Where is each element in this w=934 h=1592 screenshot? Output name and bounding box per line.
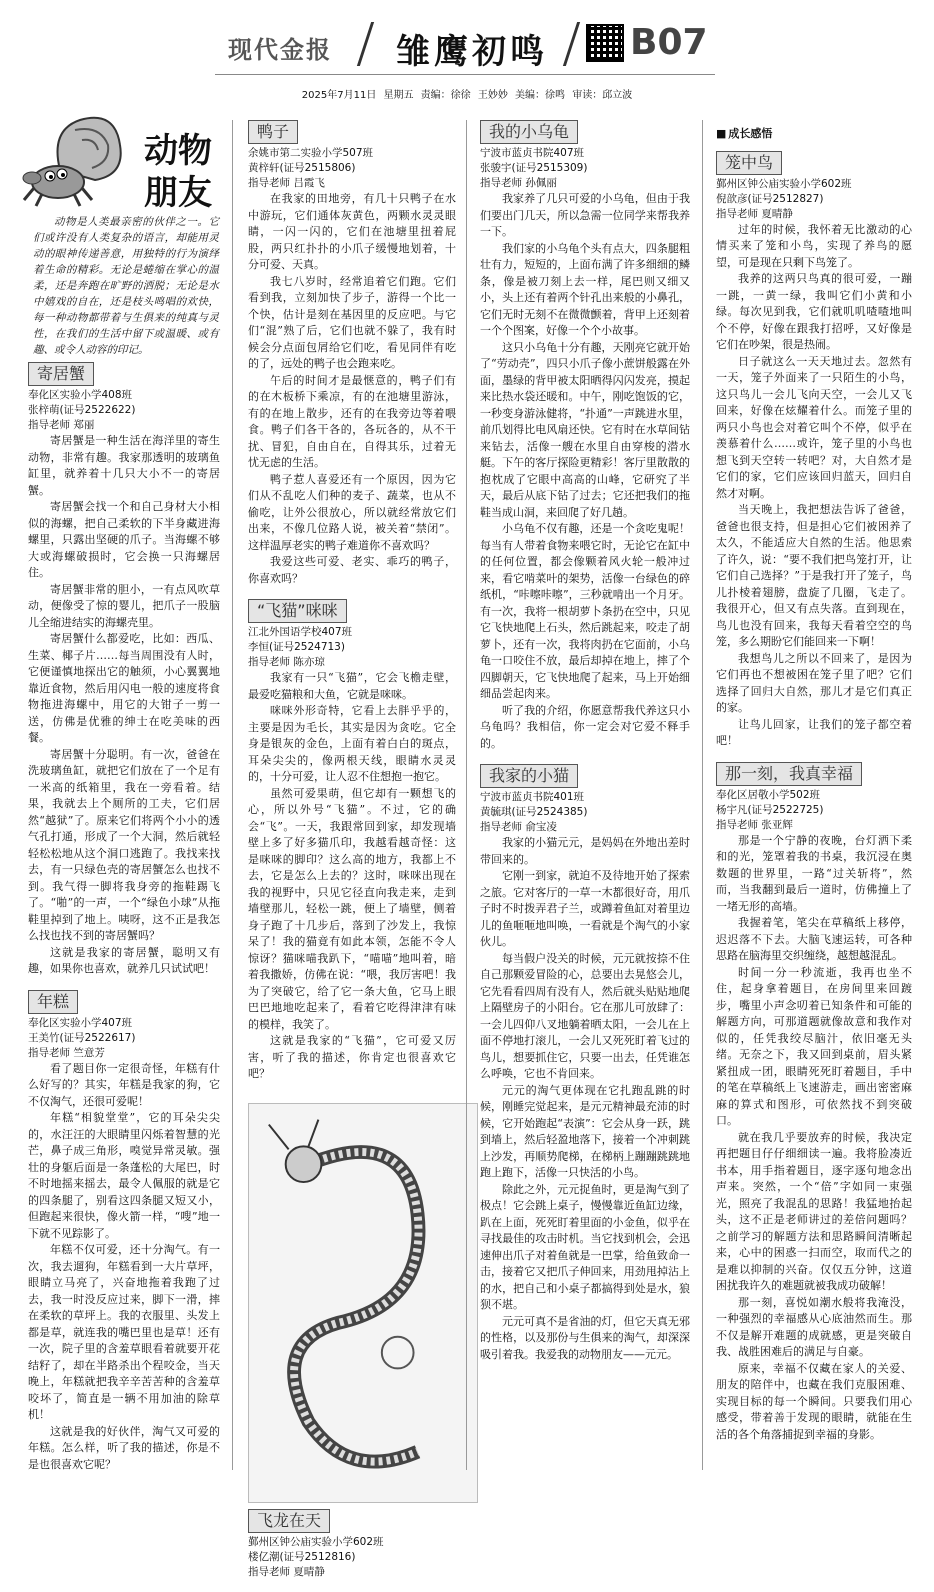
school-name: 鄞州区钟公庙实验小学602班 [716, 177, 852, 190]
article-paragraph: 就在我几乎要放弃的时候，我决定再把题目仔仔细细读一遍。我将脸凑近书本，用手指着题目，逐字逐句地念出声来。突然，一个“倍”字如同一束强光，照亮了我混乱的思路！我猛地抬起头，这不正是老师讲过的差倍问题吗？之前学习的解题方法和思路瞬间清晰起来，心中的困惑一扫而空，取而代之的是难以抑制的兴奋。仅仅五分钟，这道困扰我许久的难题就被我成功破解！ [716, 1130, 912, 1292]
spacer [716, 750, 912, 762]
section-banner [12, 90, 222, 213]
article-title: 鸭子 [248, 120, 298, 144]
author-name: 杨宇凡(证号2522725) [716, 803, 824, 816]
article-paragraph: 年糕不仅可爱，还十分淘气。有一次，我去遛狗，年糕看到一大片草坪，眼睛立马亮了，兴奋地拖着我跑了过去，我一时没反应过来，脚下一滑，摔在柔软的草坪上。我的衣服里、头发上都是草，就连我的嘴巴里也是草！还有一次，院子里的含羞草眼看着就要开花结籽了，却在半路杀出个程咬金，当天晚上，年糕就把我辛辛苦苦种的含羞草咬坏了，简直是一辆不用加油的除草机！ [28, 1243, 220, 1421]
article-paragraph: 时间一分一秒流逝，我再也坐不住，起身拿着题目，在房间里来回踱步，嘴里小声念叨着已知条件和可能的解题方向，可那道题就像故意和我作对似的，任凭我绞尽脑汁，依旧毫无头绪。无奈之下，我又回到桌前，眉头紧紧扭成一团，眼睛死死盯着题目，手中的笔在草稿纸上飞速游走，画出密密麻麻的算式和图形，可依然找不到突破口。 [716, 965, 912, 1127]
article [480, 120, 690, 764]
article-byline [28, 1016, 220, 1061]
article-paragraph: 小乌龟不仅有趣，还是一个贪吃鬼呢！每当有人带着食物来喂它时，无论它在缸中的任何位置，都会像颗着风火轮一般冲过来，看它啃菜叶的架势，活像一台绿色的碎纸机，“咔嚓咔嚓”，三秒就啃出一个月牙。有一次，我将一根胡萝卜条扔在空中，只见它飞快地爬上石头，然后跳起来，咬走了胡萝卜，还有一次，我将肉扔在它面前，小乌龟一口咬住不放，最后却掉在地上，摔了个四脚朝天，它飞快地爬了起来，马上开始细细品尝起肉来。 [480, 522, 690, 700]
article-byline [716, 788, 912, 833]
article-paragraph: 这就是我家的寄居蟹，聪明又有趣，如果你也喜欢，就养几只试试吧！ [28, 945, 220, 975]
column-divider [466, 120, 467, 1470]
column-3 [480, 120, 690, 1375]
masthead [0, 0, 934, 80]
column-1 [28, 362, 220, 1485]
article-paragraph: 我家养了几只可爱的小乌龟，但由于我们要出门几天，所以急需一位同学来帮我养一下。 [480, 192, 690, 238]
article-byline [248, 146, 456, 191]
article-paragraph: 寄居蟹会找一个和自己身材大小相似的海螺，把自己柔软的下半身藏进海螺里，只露出坚硬的爪子。当海螺不够大或海螺破损时，它会换一只海螺居住。 [28, 500, 220, 579]
author-name: 倪歆彦(证号2512827) [716, 192, 824, 205]
column-4 [716, 126, 912, 1455]
article-paragraph: 寄居蟹是一种生活在海洋里的寄生动物，非常有趣。我家那透明的玻璃鱼缸里，就养着十几只大小不一的寄居蟹。 [28, 434, 220, 497]
author-name: 王美竹(证号2522617) [28, 1031, 136, 1044]
article-title: 寄居蟹 [28, 362, 94, 386]
intro-text: 动物是人类最亲密的伙伴之一。它们或许没有人类复杂的语言，却能用灵动的眼神传递善意，用独特的行为演绎着生命的精彩。无论是蜷缩在掌心的温柔，还是奔跑在旷野的洒脱；无论是水中嬉戏的自在，还是枝头鸣唱的欢快，每一种动物都带着与生俱来的纯真与灵性，在我们的生活中留下或温暖、或有趣、或令人动容的印记。 [33, 216, 219, 356]
article-paragraph: 日子就这么一天天地过去。忽然有一天，笼子外面来了一只陌生的小鸟，这只鸟儿一会儿飞向天空，一会儿又飞回来，好像在炫耀着什么。而笼子里的两只小鸟也会对着它叫个不停，似乎在羡慕着什么……或许，笼子里的小鸟也想飞到天空转一转吧？对，大自然才是它们的家，它们应该回归蓝天，回归自然才对啊。 [716, 354, 912, 500]
column-2 [248, 120, 456, 1592]
dateline: 2025年7月11日 星期五 责编：徐徐 王妙妙 美编：徐鸣 审读：邱立波 [301, 90, 633, 101]
divider-slash [357, 22, 374, 66]
author-name: 黄毓琪(证号2524385) [480, 806, 588, 818]
article-paragraph: 寄居蟹非常的胆小，一有点风吹草动，便像受了惊的婴儿，把爪子一股脑儿全缩进结实的海螺壳里。 [28, 582, 220, 629]
article-paragraph: 我养的这两只鸟真的很可爱，一蹦一跳，一黄一绿，我叫它们小黄和小绿。每次见到我，它们就叽叽喳喳地叫个不停，好像在跟我打招呼，又好像是它们在吵架，很是热闹。 [716, 272, 912, 351]
school-name: 宁波市蓝贞书院401班 [480, 791, 585, 803]
article-title: “飞猫”咪咪 [248, 599, 347, 623]
dragon-drawing-image [248, 1103, 478, 1503]
qr-code-icon [586, 24, 624, 62]
article-paragraph: 这只小乌龟十分有趣，天刚亮它就开始了“劳动壳”，四只小爪子像小蔗饼般露在外面，墨绿的背甲被太阳晒得闪闪发亮，摸起来比热水袋还暖和。中午，刚吃饱饭的它，一秒变身游泳健将，“扑通”一声跳进水里，前爪划得比电风扇还快。它有时在水草间钻来钻去，活像一艘在水里自由穿梭的潜水艇。下午的客厅探险更精彩！客厅里散散的抱枕成了它眼中高高的山峰，它研究了半天，最后从底下钻了过去；它还把我们的拖鞋当成山洞，来回爬了好几趟。 [480, 340, 690, 519]
article-paragraph: 看了题目你一定很奇怪，年糕有什么好写的？其实，年糕是我家的狗，它不仅淘气，还很可爱呢！ [28, 1061, 220, 1108]
article-byline [248, 1535, 456, 1580]
article-paragraph: 寄居蟹什么都爱吃，比如：西瓜、生菜、椰子片……每当周围没有人时，它便谨慎地探出它的触须，小心翼翼地靠近食物，然后用闪电一般的速度将食物拖进海螺中，用它的大钳子一剪一送，仿佛是优雅的绅士在吃美味的西餐。 [28, 632, 220, 744]
article [480, 764, 690, 1375]
author-name: 李恒(证号2524713) [248, 641, 345, 653]
article-paragraph: 虽然可爱果萌，但它却有一颗想飞的心，所以外号“飞猫”。不过，它的确会“飞”。一天，我跟常回到家，却发现墙壁上多了好多猫爪印，我越看越奇怪：这是咪咪的脚印？这么高的地方，我都上不去，它是怎么上去的？这时，咪咪出现在我的视野中，只见它径直向我走来，走到墙壁那儿，轻松一跳，便上了墙壁，侧着身子跑了十几步后，落到了沙发上，我惊呆了！我的猫竟有如此本领，怎能不令人惊讶？猫咪喵我趴下，“喵喵”地叫着，暗着我撒娇，仿佛在说：“喂，我厉害吧！我为了突破它，给了它一条大鱼，它马上眼巴巴地地吃起来了，看着它吃得津津有味的模样，我笑了。 [248, 786, 456, 1031]
article [28, 990, 220, 1486]
article-paragraph: 那一刻，喜悦如潮水般将我淹没，一种强烈的幸福感从心底油然而生。那不仅是解开难题的成就感，更是突破自我、战胜困难后的满足与自豪。 [716, 1295, 912, 1358]
article-paragraph: 元元的淘气更体现在它扎跑乱跳的时候，刚睡完觉起来，是元元精神最充沛的时候，它开始跑起“表演”：它会从身一跃，跳到墙上，然后轻盈地落下，接着一个冲刺跳上沙发，再顺势爬梯，在梯柄上蹦蹦跳跳地跑上跑下，活像一只快活的小鸟。 [480, 1083, 690, 1179]
spacer [28, 1473, 220, 1485]
spacer [248, 1580, 456, 1592]
article-byline [716, 177, 912, 222]
article-byline [480, 790, 690, 835]
article-paragraph: 寄居蟹十分聪明。有一次，爸爸在洗玻璃鱼缸，就把它们放在了一个足有一米高的纸箱里，我在一旁看着。结果，我就去上个厕所的工夫，它们居然“越狱”了。原来它们将两个小小的透气孔打通，形成了一个大洞，然后就轻轻松松地从这个洞口逃跑了。我找来找去，有一只绿色壳的寄居蟹怎么也找不到。我气得一脚将我身旁的拖鞋踢飞了。“啪”的一声，一个“绿色小球”从拖鞋里掉到了地上。咦呀，这不正是我怎么找也找不到的寄居蟹吗？ [28, 747, 220, 942]
teacher-name: 指导老师 陈亦琼 [248, 656, 325, 668]
article-paragraph: 这就是我的好伙伴，淘气又可爱的年糕。怎么样，听了我的描述，你是不是也很喜欢它呢？ [28, 1424, 220, 1471]
article-paragraph: 我们家的小乌龟个头有点大，四条腿粗壮有力，短短的，上面布满了许多细细的鳞条，像是被刀刻上去一样，尾巴则又细又小，头上还有着两个针孔出来般的小鼻孔，它们无时无刻不在微微颤着，背甲上还刻着一个个图案，好像一个个小故事。 [480, 241, 690, 337]
article-paragraph: 让鸟儿回家，让我们的笼子都空着吧！ [716, 717, 912, 747]
school-name: 鄞州区钟公庙实验小学602班 [248, 1535, 384, 1548]
article-paragraph: 听了我的介绍，你愿意帮我代养这只小乌龟吗？我相信，你一定会对它爱不释手的。 [480, 703, 690, 750]
article-title: 笼中鸟 [716, 151, 782, 175]
spacer [28, 978, 220, 990]
article-paragraph: 那是一个宁静的夜晚，台灯洒下柔和的光，笼罩着我的书桌，我沉浸在奥数题的世界里，一路“过关斩将”，然而，当我翻到最后一道时，仿佛撞上了一堵无形的高墙。 [716, 833, 912, 913]
article [248, 120, 456, 599]
author-name: 黄梓轩(证号2515806) [248, 162, 356, 174]
spacer [248, 1083, 456, 1095]
spacer [248, 587, 456, 599]
article-paragraph: 这就是我家的“飞猫”，它可爱又厉害，听了我的描述，你肯定也很喜欢它吧？ [248, 1034, 456, 1080]
article-byline [248, 625, 456, 670]
article-paragraph: 当天晚上，我把想法告诉了爸爸，爸爸也很支持，但是担心它们被困养了太久，不能适应大自然的生活。他思索了许久，说：“要不我们把鸟笼打开，让它们自己选择？”于是我打开了笼子，鸟儿扑棱着翅膀，盘旋了几圈，飞走了。我很开心，但又有点失落。直到现在，鸟儿也没有回来，我每天看着空空的鸟笼，多么期盼它们能回来一下啊！ [716, 503, 912, 648]
article [248, 1509, 456, 1592]
school-name: 江北外国语学校407班 [248, 626, 353, 638]
article-paragraph: 鸭子惹人喜爱还有一个原因，因为它们从不乱吃人们种的麦子、蔬菜，也从不偷吃，让外公很放心，所以就经常放它们出来，不像几位路人说，被关着“禁闭”。这样温厚老实的鸭子难道你不喜欢吗？ [248, 472, 456, 552]
author-name: 张梓萌(证号2522622) [28, 404, 136, 416]
article-paragraph: 原来，幸福不仅藏在家人的关爱、朋友的陪伴中，也藏在我们克服困难、实现目标的每一个瞬间。只要我们用心感受，带着善于发现的眼睛，就能在生活的各个角落捕捉到幸福的身影。 [716, 1361, 912, 1441]
school-name: 奉化区居敬小学502班 [716, 788, 821, 801]
article-title: 飞龙在天 [248, 1509, 330, 1533]
hermit-crab-icon [20, 100, 140, 210]
article-paragraph: 年糕“相貌堂堂”，它的耳朵尖尖的，水汪汪的大眼睛里闪烁着智慧的光芒，鼻子成三角形，嗅觉异常灵敏。强壮的身躯后面是一条蓬松的大尾巴，时不时地摇来摇去，最令人佩服的就是它的四条腿了，别看这四条腿又短又小，但跑起来很快，像火箭一样，“嗖”地一下就不见踪影了。 [28, 1111, 220, 1240]
school-name: 奉化区实验小学408班 [28, 389, 133, 401]
school-name: 奉化区实验小学407班 [28, 1016, 133, 1029]
teacher-name: 指导老师 吕霞飞 [248, 177, 325, 189]
teacher-name: 指导老师 夏晴静 [248, 1565, 325, 1578]
section-label: ■ 成长感悟 [716, 126, 912, 143]
teacher-name: 指导老师 夏晴静 [716, 207, 793, 220]
teacher-name: 指导老师 孙佩丽 [480, 177, 557, 189]
page-number: B07 [630, 22, 708, 63]
article [28, 362, 220, 990]
article-paragraph: 元元可真不是省油的灯，但它天真无邪的性格，以及那份与生俱来的淘气，却深深吸引着我。我爱我的动物朋友——元元。 [480, 1314, 690, 1361]
column-divider [232, 120, 233, 1470]
article-paragraph: 每当假户没关的时候，元元就按捺不住自己那颗爱冒险的心，总要出去晃悠会儿，它先看看四周有没有人，然后就头贴贴地爬上隔壁房子的小阳台。它在那儿可放肆了：一会儿四仰八叉地躺着晒太阳，一会儿在上面不停地打滚儿，一会儿又死死盯着飞过的鸟儿，想要抓住它，只要一出去，任凭谁怎么呼唤，它也不肯回来。 [480, 951, 690, 1080]
article-paragraph: 我七八岁时，经常追着它们跑。它们看到我，立刻加快了步子，游得一个比一个快，估计是刻在基因里的反应吧。与它们“混”熟了后，它们也就不躲了，我有时候会分点面包屑给它们吃，看见同伴有吃的了，远处的鸭子也会跑来吃。 [248, 274, 456, 370]
school-name: 宁波市蓝贞书院407班 [480, 147, 585, 159]
author-name: 楼亿潮(证号2512816) [248, 1550, 356, 1563]
author-name: 张骏宇(证号2515309) [480, 162, 588, 174]
article-paragraph: 它刚一到家，就迫不及待地开始了探索之旅。它对客厅的一草一木都很好奇，用爪子时不时拨弄君子兰，或蹲着鱼缸对着里边儿的鱼咂咂地叫唤，一看就是个淘气的小家伙儿。 [480, 869, 690, 948]
spacer [480, 752, 690, 764]
article-byline [28, 388, 220, 433]
article-paragraph: 过年的时候，我怀着无比激动的心情买来了笼和小鸟，实现了养鸟的愿望，可是现在只剩下鸟笼了。 [716, 222, 912, 269]
column-divider [702, 120, 703, 1470]
article-paragraph: 我握着笔，笔尖在草稿纸上移停，迟迟落不下去。大脑飞速运转，可各种思路在脑海里交织缠绕，越想越混乱。 [716, 916, 912, 962]
teacher-name: 指导老师 俞宝凌 [480, 821, 557, 833]
article-title: 年糕 [28, 990, 78, 1014]
article-paragraph: 我家的小猫元元，是妈妈在外地出差时带回来的。 [480, 836, 690, 866]
article-paragraph: 在我家的田地旁，有几十只鸭子在水中游玩，它们通体灰黄色，两颗水灵灵眼睛，一闪一闪的，它们在池塘里扭着屁股，两只红扑扑的小爪子缓慢地划着，十分可爱、天真。 [248, 192, 456, 271]
article-title: 我家的小猫 [480, 764, 578, 788]
article-byline [480, 146, 690, 191]
spacer [716, 1443, 912, 1455]
teacher-name: 指导老师 竺意芳 [28, 1046, 105, 1059]
teacher-name: 指导老师 郑丽 [28, 419, 95, 431]
article [716, 762, 912, 1456]
school-name: 余姚市第二实验小学507班 [248, 147, 374, 159]
banner-title: 动物 朋友 [144, 131, 212, 213]
spacer [480, 1363, 690, 1375]
article-title: 我的小乌龟 [480, 120, 578, 144]
header-rule [215, 74, 715, 75]
article [716, 151, 912, 762]
article-paragraph: 除此之外，元元捉鱼时，更是淘气到了极点！它会跳上桌子，慢慢靠近鱼缸边缘，趴在上面，死死盯着里面的小金鱼，似乎在寻找最佳的攻击时机。当它找到机会，会迅速伸出爪子对着鱼就是一巴掌，给鱼致命一击，接着它又把爪子伸回来，用劲甩掉沾上的水，把自己和小桌子都搞得到处是水，狼狈不堪。 [480, 1182, 690, 1311]
article-paragraph: 我家有一只“飞猫”，它会飞檐走壁，最爱吃猫粮和大鱼，它就是咪咪。 [248, 671, 456, 701]
article-paragraph: 我爱这些可爱、老实、乖巧的鸭子，你喜欢吗？ [248, 555, 456, 585]
section-title: 雏鹰初鸣 [396, 32, 548, 72]
newspaper-name: 现代金报 [228, 36, 332, 64]
article-paragraph: 咪咪外形奇特，它看上去胖乎乎的，主要是因为毛长，其实是因为贪吃。它全身是银灰的金色，上面有着白白的斑点，耳朵尖尖的，像两根天线，眼睛水灵灵的，十分可爱，让人忍不住想抱一抱它。 [248, 704, 456, 783]
teacher-name: 指导老师 张亚辉 [716, 818, 793, 831]
article-paragraph: 午后的时间才是最惬意的，鸭子们有的在木板桥下乘凉，有的在池塘里游泳，有的在地上散步，还有的在我旁边等着喂食。鸭子们各干各的，各玩各的，从不干扰、冒犯，自由自在，自得其乐，过着无忧无虑的生活。 [248, 373, 456, 469]
article [248, 599, 456, 1095]
article-title: 那一刻，我真幸福 [716, 762, 862, 786]
divider-slash [563, 22, 580, 66]
article-paragraph: 我想鸟儿之所以不回来了，是因为它们再也不想被困在笼子里了吧？它们选择了回归大自然，那儿才是它们真正的家。 [716, 651, 912, 714]
